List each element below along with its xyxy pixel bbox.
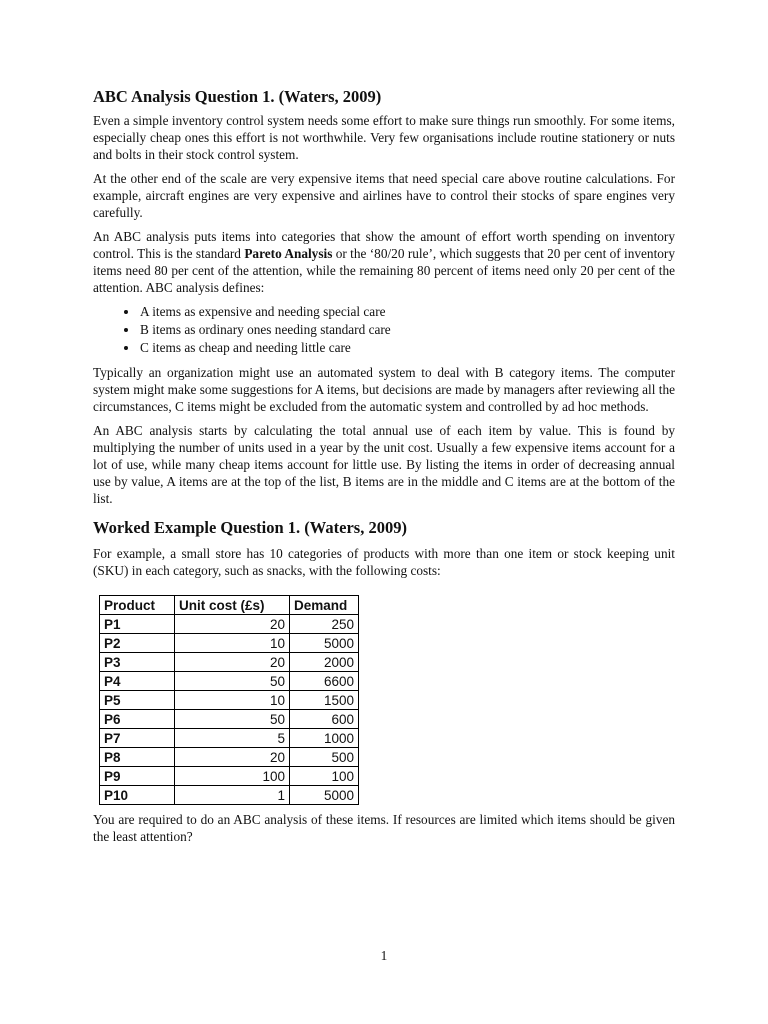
unit-cost-cell: 10 (175, 691, 290, 710)
worked-example-heading: Worked Example Question 1. (Waters, 2009) (93, 518, 407, 537)
table-row (100, 691, 359, 710)
unit-cost-cell: 20 (175, 653, 290, 672)
table-row (100, 729, 359, 748)
unit-cost-cell: 1 (175, 786, 290, 805)
product-cell: P6 (100, 710, 175, 729)
intro-paragraph: Even a simple inventory control system needs some effort to make sure things run smoothly. For some items, especially cheap ones this effort is not worthwhile. Very few organisations include routine stationery or nuts and bolts in their stock control system. (93, 113, 675, 162)
product-cell: P8 (100, 748, 175, 767)
product-cell: P7 (100, 729, 175, 748)
column-header-demand: Demand (290, 596, 359, 615)
demand-cell: 5000 (290, 786, 359, 805)
pareto-text-after: or the ‘80/20 rule’, which suggests that 20 per cent of inventory items need 80 per cent of the attention, while the remaining 80 percent of items need only 20 per cent of the attention. ABC analysis defines: (93, 246, 675, 295)
pareto-analysis-term: Pareto Analysis (244, 246, 333, 261)
table-row (100, 634, 359, 653)
product-cell: P5 (100, 691, 175, 710)
product-cost-table (99, 595, 359, 805)
page-number: 1 (380, 948, 388, 963)
product-cell: P4 (100, 672, 175, 691)
demand-cell: 1000 (290, 729, 359, 748)
unit-cost-cell: 50 (175, 672, 290, 691)
table-row (100, 710, 359, 729)
example-intro-paragraph: For example, a small store has 10 categories of products with more than one item or stock keeping unit (SKU) in each category, such as snacks, with the following costs: (93, 546, 675, 578)
demand-cell: 250 (290, 615, 359, 634)
abc-analysis-heading: ABC Analysis Question 1. (Waters, 2009) (93, 87, 382, 106)
demand-cell: 6600 (290, 672, 359, 691)
table-row (100, 786, 359, 805)
table-row (100, 615, 359, 634)
demand-cell: 500 (290, 748, 359, 767)
annual-use-paragraph: An ABC analysis starts by calculating the total annual use of each item by value. This is found by multiplying the number of units used in a year by the unit cost. Usually a few expensive items account for a lot of use, while many cheap items account for little use. By listing the items in order of decreasing annual use by value, A items are at the top of the list, B items are in the middle and C items are at the bottom of the list. (93, 423, 675, 506)
product-cell: P9 (100, 767, 175, 786)
list-item: • C items as cheap and needing little care (139, 339, 675, 357)
unit-cost-cell: 10 (175, 634, 290, 653)
table-row (100, 653, 359, 672)
table-row (100, 748, 359, 767)
demand-cell: 600 (290, 710, 359, 729)
product-cell: P1 (100, 615, 175, 634)
column-header-unit-cost: Unit cost (£s) (175, 596, 290, 615)
unit-cost-cell: 100 (175, 767, 290, 786)
abc-category-list (93, 303, 675, 357)
table-header-row (100, 596, 359, 615)
demand-cell: 2000 (290, 653, 359, 672)
product-cell: P10 (100, 786, 175, 805)
list-item: • B items as ordinary ones needing standard care (139, 321, 675, 339)
demand-cell: 100 (290, 767, 359, 786)
column-header-product: Product (100, 596, 175, 615)
unit-cost-cell: 50 (175, 710, 290, 729)
automated-system-paragraph: Typically an organization might use an automated system to deal with B category items. The computer system might make some suggestions for A items, but decisions are made by managers after reviewing all the circumstances, C items might be excluded from the automatic system and controlled by ad hoc methods. (93, 365, 675, 414)
unit-cost-cell: 20 (175, 748, 290, 767)
pareto-text-before: An ABC analysis puts items into categories that show the amount of effort worth spending on inventory control. This is the standard (93, 229, 675, 261)
expensive-items-paragraph: At the other end of the scale are very expensive items that need special care above routine calculations. For example, aircraft engines are very expensive and airlines have to control their stocks of spare engines very carefully. (93, 171, 675, 220)
table-row (100, 767, 359, 786)
table-row (100, 672, 359, 691)
product-cell: P3 (100, 653, 175, 672)
unit-cost-cell: 20 (175, 615, 290, 634)
pareto-paragraph (93, 228, 675, 296)
demand-cell: 5000 (290, 634, 359, 653)
unit-cost-cell: 5 (175, 729, 290, 748)
document-page (93, 86, 675, 852)
demand-cell: 1500 (290, 691, 359, 710)
question-paragraph: You are required to do an ABC analysis of these items. If resources are limited which items should be given the least attention? (93, 812, 675, 844)
list-item: • A items as expensive and needing special care (139, 303, 675, 321)
product-cell: P2 (100, 634, 175, 653)
